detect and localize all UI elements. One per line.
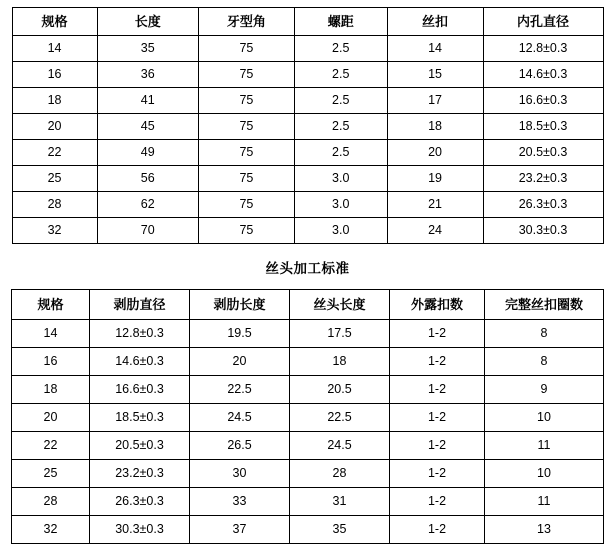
column-header: 牙型角 [198,8,294,36]
column-header: 完整丝扣圈数 [485,290,604,320]
table-cell: 49 [97,140,198,166]
table-cell: 2.5 [294,114,387,140]
column-header: 螺距 [294,8,387,36]
table-cell: 19.5 [190,320,290,348]
table-cell: 16 [12,62,97,88]
table-cell: 18 [12,88,97,114]
table-cell: 1-2 [390,376,485,404]
column-header: 丝扣 [387,8,483,36]
table-cell: 14 [12,36,97,62]
table-cell: 26.3±0.3 [483,192,603,218]
table-row [12,404,604,432]
table-cell: 13 [485,516,604,544]
table-cell: 22 [12,432,90,460]
table-cell: 75 [198,114,294,140]
table-cell: 75 [198,88,294,114]
table-row [12,432,604,460]
table-cell: 12.8±0.3 [90,320,190,348]
table-row [12,516,604,544]
column-header: 丝头长度 [290,290,390,320]
table-cell: 33 [190,488,290,516]
table-cell: 10 [485,404,604,432]
table-row [12,36,603,62]
column-header: 外露扣数 [390,290,485,320]
table-cell: 28 [12,488,90,516]
table-cell: 22.5 [190,376,290,404]
table-row [12,460,604,488]
column-header: 内孔直径 [483,8,603,36]
table-cell: 14 [12,320,90,348]
table-cell: 20 [12,114,97,140]
table-cell: 37 [190,516,290,544]
table-cell: 23.2±0.3 [483,166,603,192]
table-cell: 9 [485,376,604,404]
table-cell: 2.5 [294,36,387,62]
table-cell: 23.2±0.3 [90,460,190,488]
table-cell: 17.5 [290,320,390,348]
table-cell: 35 [97,36,198,62]
table-cell: 16 [12,348,90,376]
section-title: 丝头加工标准 [265,261,350,276]
table-cell: 1-2 [390,348,485,376]
table-cell: 17 [387,88,483,114]
table-cell: 24.5 [290,432,390,460]
table-cell: 18.5±0.3 [90,404,190,432]
table-cell: 62 [97,192,198,218]
process-table-header [12,290,604,320]
table-cell: 25 [12,460,90,488]
process-table [11,289,604,544]
table-cell: 1-2 [390,460,485,488]
table-cell: 20.5±0.3 [90,432,190,460]
table-cell: 36 [97,62,198,88]
table-cell: 3.0 [294,166,387,192]
table-cell: 19 [387,166,483,192]
table-row [12,166,603,192]
table-cell: 22 [12,140,97,166]
column-header: 规格 [12,290,90,320]
document-page [0,7,615,537]
table-cell: 18 [12,376,90,404]
table-cell: 20 [190,348,290,376]
table-cell: 1-2 [390,432,485,460]
table-cell: 2.5 [294,140,387,166]
table-cell: 75 [198,218,294,244]
table-cell: 11 [485,488,604,516]
spec-table-header [12,8,603,36]
table-cell: 30.3±0.3 [483,218,603,244]
spec-table-body [12,36,603,244]
table-cell: 24 [387,218,483,244]
table-cell: 16.6±0.3 [483,88,603,114]
table-cell: 41 [97,88,198,114]
table-row [12,218,603,244]
table-row [12,62,603,88]
table-cell: 75 [198,192,294,218]
table-cell: 20.5±0.3 [483,140,603,166]
table-cell: 18 [290,348,390,376]
table-cell: 10 [485,460,604,488]
process-table-body [12,320,604,544]
table-cell: 25 [12,166,97,192]
column-header: 剥肋长度 [190,290,290,320]
table-cell: 18.5±0.3 [483,114,603,140]
table-cell: 16.6±0.3 [90,376,190,404]
table-cell: 22.5 [290,404,390,432]
table-row [12,376,604,404]
table-cell: 1-2 [390,404,485,432]
table-cell: 28 [12,192,97,218]
table-cell: 45 [97,114,198,140]
table-cell: 20.5 [290,376,390,404]
table-cell: 15 [387,62,483,88]
table-cell: 8 [485,348,604,376]
table-cell: 1-2 [390,516,485,544]
table-cell: 3.0 [294,218,387,244]
table-cell: 20 [387,140,483,166]
column-header: 长度 [97,8,198,36]
table-cell: 70 [97,218,198,244]
table-cell: 75 [198,36,294,62]
table-cell: 26.5 [190,432,290,460]
column-header: 剥肋直径 [90,290,190,320]
table-cell: 75 [198,62,294,88]
table-cell: 35 [290,516,390,544]
table-row [12,488,604,516]
table-row [12,348,604,376]
table-cell: 1-2 [390,320,485,348]
table-cell: 20 [12,404,90,432]
table-cell: 24.5 [190,404,290,432]
table-row [12,140,603,166]
table-cell: 30 [190,460,290,488]
table-row [12,114,603,140]
column-header: 规格 [12,8,97,36]
table-cell: 14.6±0.3 [90,348,190,376]
table-cell: 56 [97,166,198,192]
table-row [12,192,603,218]
table-cell: 31 [290,488,390,516]
table-cell: 12.8±0.3 [483,36,603,62]
table-cell: 30.3±0.3 [90,516,190,544]
table-header-row [12,290,604,320]
table-cell: 28 [290,460,390,488]
table-cell: 3.0 [294,192,387,218]
table-cell: 14.6±0.3 [483,62,603,88]
table-cell: 32 [12,516,90,544]
spec-table [12,7,604,244]
table-cell: 14 [387,36,483,62]
table-cell: 21 [387,192,483,218]
table-cell: 26.3±0.3 [90,488,190,516]
table-cell: 75 [198,166,294,192]
table-cell: 2.5 [294,88,387,114]
table-cell: 8 [485,320,604,348]
table-cell: 11 [485,432,604,460]
table-cell: 2.5 [294,62,387,88]
table-cell: 18 [387,114,483,140]
table-cell: 75 [198,140,294,166]
table-cell: 1-2 [390,488,485,516]
table-header-row [12,8,603,36]
table-row [12,88,603,114]
table-cell: 32 [12,218,97,244]
table-row [12,320,604,348]
